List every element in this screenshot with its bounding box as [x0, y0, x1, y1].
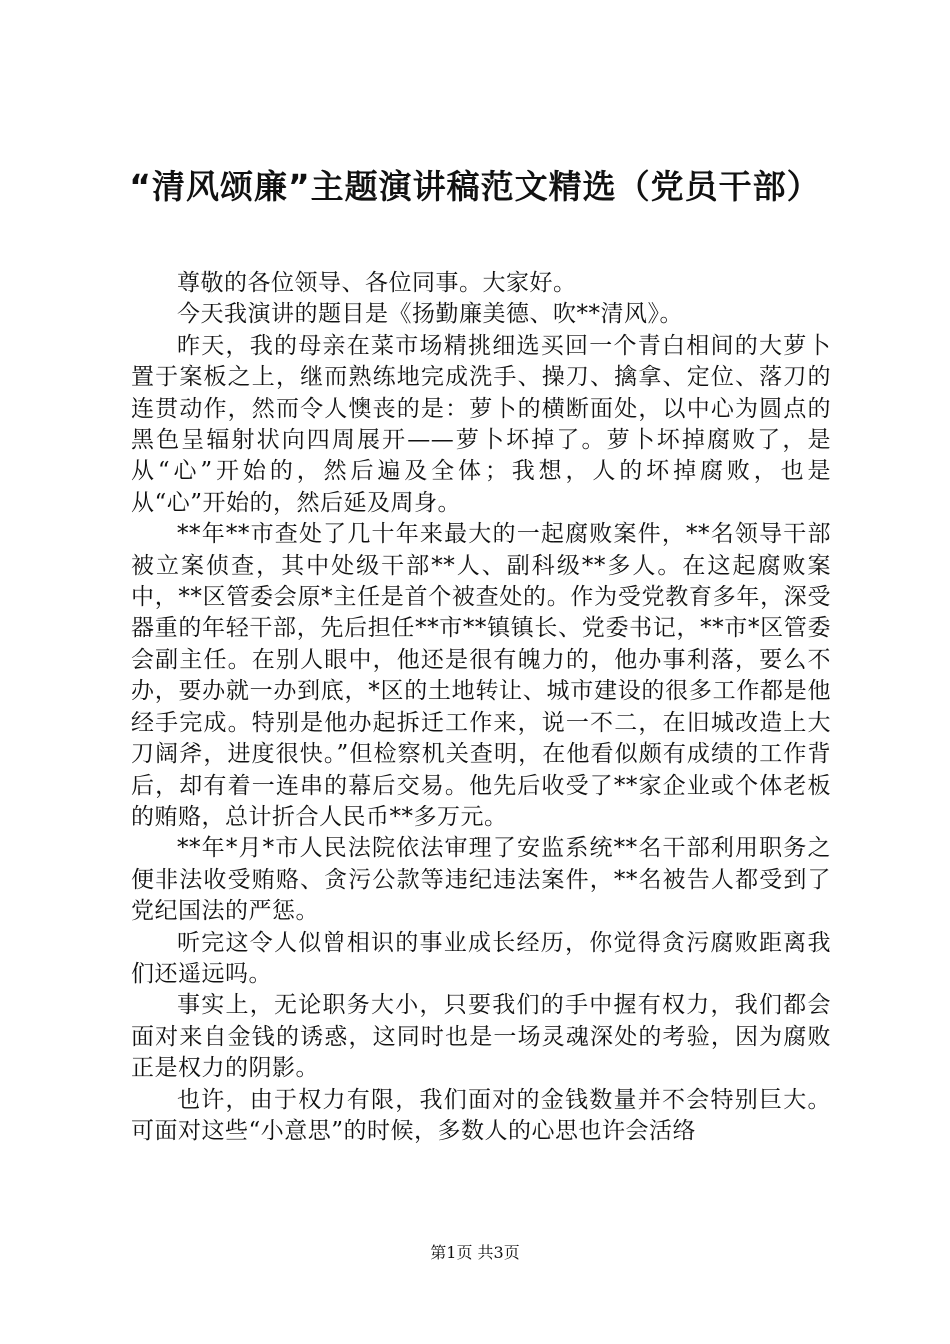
paragraph-topic: 今天我演讲的题目是《扬勤廉美德、吹**清风》。	[177, 301, 683, 328]
paragraph-case-2: **年*月*市人民法院依法审理了安监系统**名干部利用职务之便非法收受贿赂、贪污公款等违纪违法案件，**名被告人都受到了党纪国法的严惩。	[131, 835, 831, 925]
paragraph-question: 听完这令人似曾相识的事业成长经历，你觉得贪污腐败距离我们还遥远吗。	[131, 929, 831, 987]
paragraph-case-1: **年**市查处了几十年来最大的一起腐败案件，**名领导干部被立案侦查，其中处级干部**人、副科级**多人。在这起腐败案中，**区管委会原*主任是首个被查处的。作为受党教育多年，深受器重的年轻干部，先后担任**市**镇镇长、党委书记，**市*区管委会副主任。在别人眼中，他还是很有魄力的，他办事利落，要么不办，要办就一办到底，*区的土地转让、城市建设的很多工作都是他经手完成。特别是他办起拆迁工作来，说一不二，在旧城改造上大刀阔斧，进度很快。”但检察机关查明，在他看似颇有成绩的工作背后，却有着一连串的幕后交易。他先后收受了**家企业或个体老板的贿赂，总计折合人民币**多万元。	[131, 521, 831, 830]
document-title: “清风颂廉”主题演讲稿范文精选（党员干部）	[129, 167, 821, 206]
document-body	[131, 268, 831, 1147]
paragraph-greeting: 尊敬的各位领导、各位同事。大家好。	[177, 270, 577, 296]
paragraph-fact: 事实上，无论职务大小，只要我们的手中握有权力，我们都会面对来自金钱的诱惑，这同时也是一场灵魂深处的考验，因为腐败正是权力的阴影。	[131, 992, 831, 1082]
paragraph-radish: 昨天，我的母亲在菜市场精挑细选买回一个青白相间的大萝卜置于案板之上，继而熟练地完成洗手、操刀、擒拿、定位、落刀的连贯动作，然而令人懊丧的是：萝卜的横断面处，以中心为圆点的黑色呈辐射状向四周展开——萝卜坏掉了。萝卜坏掉腐败了，是从“心”开始的，然后遍及全体；我想，人的坏掉腐败，也是从“心”开始的，然后延及周身。	[131, 332, 831, 516]
paragraph-perhaps: 也许，由于权力有限，我们面对的金钱数量并不会特别巨大。可面对这些“小意思”的时候，多数人的心思也许会活络	[131, 1086, 831, 1144]
page-number-footer: 第1页 共3页	[430, 1243, 520, 1262]
